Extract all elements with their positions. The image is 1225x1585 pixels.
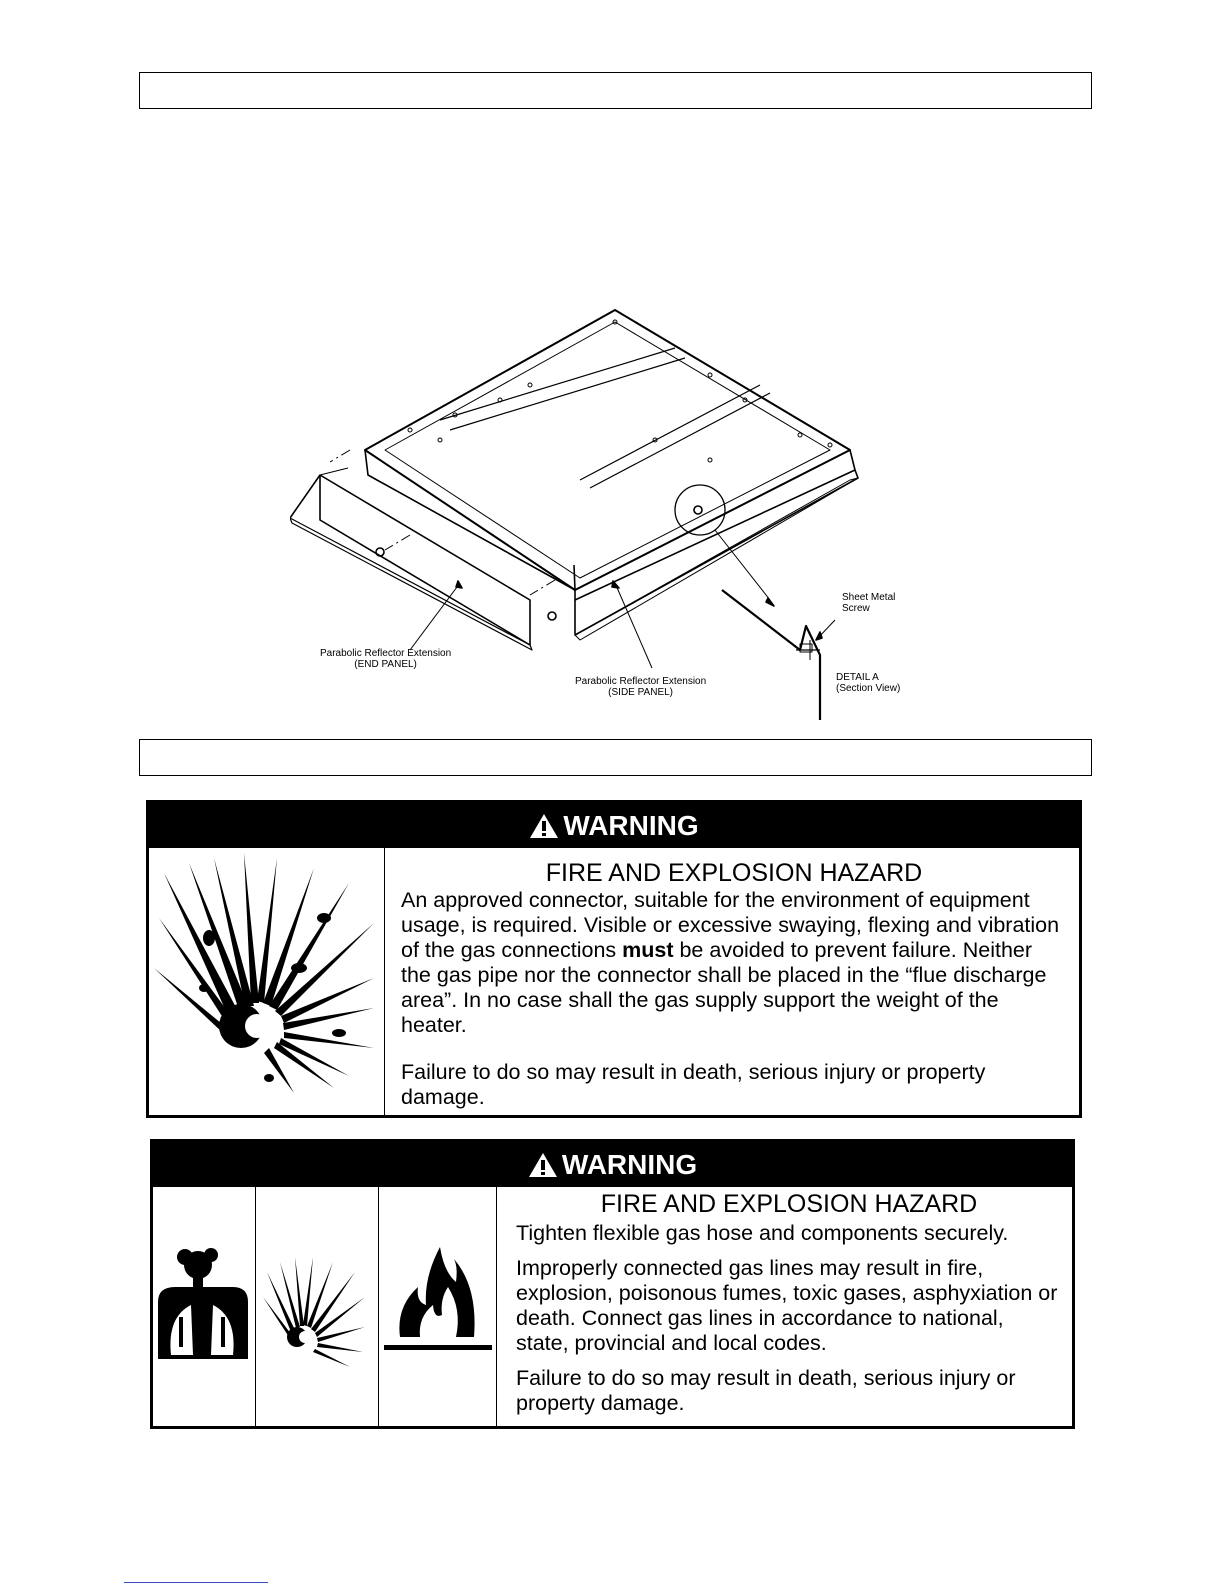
- warning-box-2: [150, 1139, 1075, 1429]
- warning-header: [153, 1142, 1072, 1187]
- toxic-inhalation-icon: [153, 1187, 255, 1427]
- warning-label: WARNING: [563, 809, 699, 841]
- warning-consequence: Failure to do so may result in death, serious injury or property damage.: [516, 1366, 1016, 1415]
- warning-text-cell: [500, 1187, 1072, 1426]
- explosion-icon: [255, 1187, 378, 1427]
- warning-text-cell: [385, 848, 1079, 1115]
- warning-consequence: Failure to do so may result in death, serious injury or property damage.: [401, 1060, 986, 1109]
- label-side-panel: Parabolic Reflector Extension (SIDE PANEL): [575, 676, 707, 698]
- alert-triangle-icon: [528, 1152, 558, 1178]
- warning-label: WARNING: [561, 1148, 698, 1180]
- explosion-icon: [149, 848, 384, 1113]
- label-end-panel: Parabolic Reflector Extension (END PANEL): [320, 648, 452, 670]
- section-header-bar-top: [139, 72, 1092, 109]
- warning-box-1: [146, 800, 1082, 1118]
- label-sheet-metal-screw: Sheet Metal Screw: [842, 592, 896, 614]
- flame-icon-cell: [378, 1187, 497, 1426]
- label-detail-a: DETAIL A (Section View): [836, 672, 901, 694]
- alert-triangle-icon: [529, 813, 559, 839]
- hazard-title: FIRE AND EXPLOSION HAZARD: [600, 1190, 978, 1218]
- flame-icon: [378, 1187, 496, 1427]
- warning-paragraph-1: Tighten flexible gas hose and components securely.: [516, 1221, 1009, 1245]
- warning-paragraph: An approved connector, suitable for the environment of equipment usage, is required. Visible or excessive swaying, flexing and vibration of the gas connections must be avoided to prevent failure. Neither the gas pipe nor the connector shall be placed in the “flue discharge area”. In no case shall the gas supply support the weight of the heater.: [401, 888, 1060, 1037]
- warning-icon-cell: [149, 848, 385, 1115]
- hazard-title: FIRE AND EXPLOSION HAZARD: [545, 859, 923, 887]
- warning-header: [149, 803, 1079, 848]
- toxic-icon-cell: [153, 1187, 256, 1426]
- explosion-icon-cell: [255, 1187, 379, 1426]
- section-header-bar-middle: [139, 739, 1092, 776]
- footnote-rule: [124, 1582, 268, 1583]
- warning-paragraph-2: Improperly connected gas lines may result in fire, explosion, poisonous fumes, toxic gases, asphyxiation or death. Connect gas lines in accordance to national, state, provincial and local codes.: [516, 1256, 1058, 1355]
- reflector-extension-diagram: [290, 300, 930, 730]
